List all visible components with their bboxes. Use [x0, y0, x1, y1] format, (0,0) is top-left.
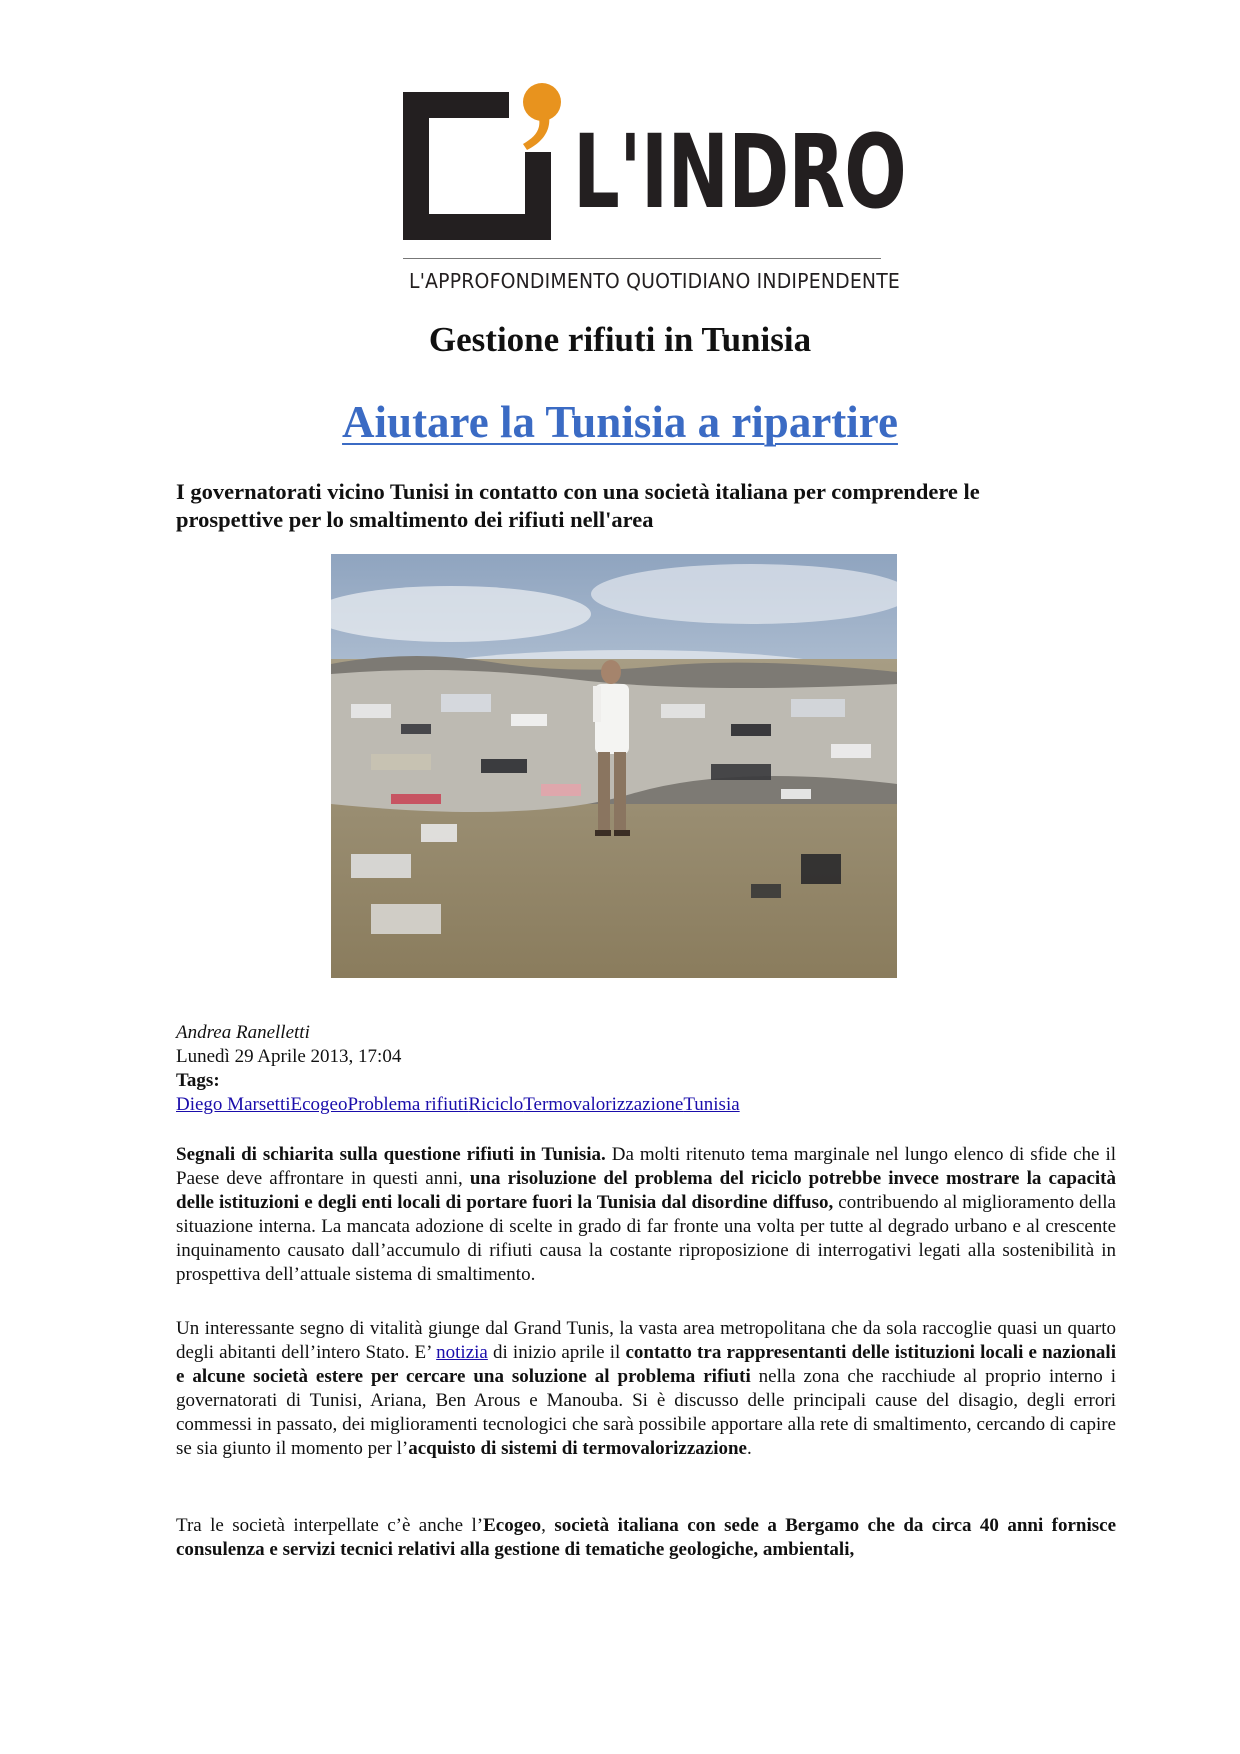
body-text: Da molti ritenuto tema marginale nel lungo elenco di sfide che il Paese deve affrontare in questi anni,: [176, 1144, 1116, 1189]
body-paragraph-1: [176, 1143, 1116, 1287]
body-text: .: [746, 1438, 752, 1459]
headline-link[interactable]: Aiutare la Tunisia a ripartire: [342, 397, 898, 447]
body-text: nella zona che racchiude al proprio interno i governatorati di Tunisi, Ariana, Ben Arous e Manouba. Si è discusso delle principali cause del disagio, degli errori commessi in passato, dei miglioramenti tecnologici che sarà possibile apportare alla rete di smaltimento, cercando di capire se sia giunto il momento per l’: [176, 1366, 1116, 1459]
bold-text: acquisto di sistemi di termovalorizzazione: [408, 1438, 747, 1459]
logo-tagline: L'APPROFONDIMENTO QUOTIDIANO INDIPENDENTE: [409, 269, 901, 293]
lindro-logo: [403, 78, 906, 293]
body-paragraph-3: [176, 1514, 1116, 1562]
tag-link[interactable]: Tunisia: [683, 1094, 740, 1115]
article-headline: [0, 394, 1240, 450]
body-text: contribuendo al miglioramento della situazione interna. La mancata adozione di scelte in grado di far fronte una volta per tutte al degrado urbano e al crescente inquinamento causato dall’accumulo di rifiuti causa la costante riproposizione di interrogativi legati alla sostenibilità in prospettiva dell’attuale sistema di smaltimento.: [176, 1192, 1116, 1285]
article-subheadline: I governatorati vicino Tunisi in contatto con una società italiana per comprendere le prospettive per lo smaltimento dei rifiuti nell'area: [176, 479, 980, 532]
tag-link[interactable]: Termovalorizzazione: [523, 1094, 684, 1115]
tags-label: Tags:: [176, 1070, 220, 1091]
article-meta: [176, 1021, 740, 1117]
bold-text: Ecogeo: [483, 1515, 542, 1536]
author: Andrea Ranelletti: [176, 1022, 310, 1043]
body-text: Tra le società interpellate c’è anche l’: [176, 1515, 484, 1536]
body-paragraph-2: [176, 1317, 1116, 1461]
tags-list: [176, 1093, 740, 1117]
tag-link[interactable]: Diego Marsetti: [176, 1094, 291, 1115]
body-text: di inizio aprile il: [487, 1342, 626, 1363]
logo-wordmark: L'INDRO: [573, 113, 906, 232]
bold-text: contatto tra rappresentanti delle istituzioni locali e nazionali e alcune società estere per cercare una soluzione al problema rifiuti: [176, 1342, 1116, 1387]
article-photo: [331, 554, 897, 978]
tag-link[interactable]: Problema rifiuti: [347, 1094, 469, 1115]
section-title: Gestione rifiuti in Tunisia: [428, 320, 812, 359]
bold-text: Segnali di schiarita sulla questione rifiuti in Tunisia.: [176, 1144, 606, 1165]
tag-link[interactable]: Ecogeo: [290, 1094, 348, 1115]
publish-date: Lunedì 29 Aprile 2013, 17:04: [176, 1046, 402, 1067]
landfill-photo-image: [331, 554, 897, 978]
bold-text: una risoluzione del problema del riciclo potrebbe invece mostrare la capacità delle istituzioni e degli enti locali di portare fuori la Tunisia dal disordine diffuso,: [176, 1168, 1116, 1213]
tag-link[interactable]: Riciclo: [468, 1094, 524, 1115]
bold-text: società italiana con sede a Bergamo che da circa 40 anni fornisce consulenza e servizi tecnici relativi alla gestione di tematiche geologiche, ambientali,: [176, 1515, 1116, 1560]
inline-link[interactable]: notizia: [436, 1342, 488, 1363]
logo-divider: [403, 258, 881, 259]
body-text: Un interessante segno di vitalità giunge dal Grand Tunis, la vasta area metropolitana che da sola raccoglie quasi un quarto degli abitanti dell’intero Stato. E’: [176, 1318, 1116, 1363]
body-text: ,: [541, 1515, 555, 1536]
logo-mark-icon: [403, 92, 551, 240]
logo-comma-icon: [519, 80, 565, 152]
